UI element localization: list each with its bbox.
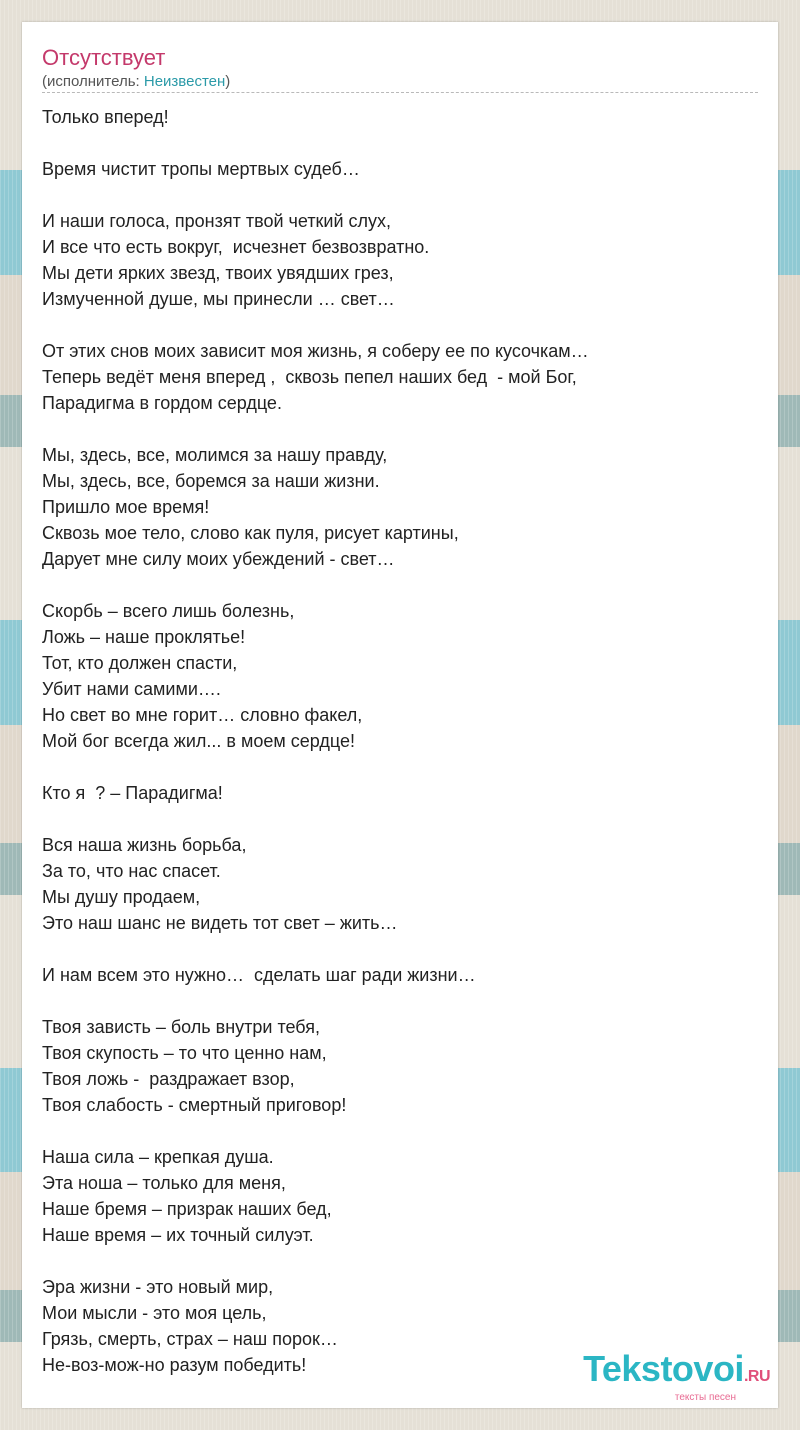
logo-wordmark	[583, 1348, 770, 1394]
lyric-line: Мы душу продаем,	[42, 887, 201, 907]
lyric-line: Кто я ? – Парадигма!	[42, 783, 223, 803]
lyric-line: Не-воз-мож-но разум победить!	[42, 1355, 307, 1375]
lyric-line: Измученной душе, мы принесли … свет…	[42, 289, 395, 309]
lyric-line: За то, что нас спасет.	[42, 861, 221, 881]
lyric-line: Эра жизни - это новый мир,	[42, 1277, 274, 1297]
lyric-line: Твоя ложь - раздражает взор,	[42, 1069, 295, 1089]
lyric-line: Скорбь – всего лишь болезнь,	[42, 601, 295, 621]
lyric-line	[42, 312, 758, 338]
lyric-line: Твоя слабость - смертный приговор!	[42, 1095, 347, 1115]
lyric-line	[42, 806, 758, 832]
lyrics-card	[22, 22, 778, 1408]
lyric-line: Дарует мне силу моих убеждений - свет…	[42, 549, 395, 569]
lyric-line: Мы, здесь, все, боремся за наши жизни.	[42, 471, 380, 491]
lyric-line: Но свет во мне горит… словно факел,	[42, 705, 363, 725]
logo-tagline: тексты песен	[674, 1392, 736, 1403]
lyric-line: Мой бог всегда жил... в моем сердце!	[42, 731, 355, 751]
lyrics-text	[42, 104, 758, 1378]
performer-suffix: )	[225, 73, 231, 90]
lyric-line: Сквозь мое тело, слово как пуля, рисует картины,	[42, 523, 459, 543]
lyric-line	[42, 1118, 758, 1144]
lyric-line	[42, 182, 758, 208]
lyric-line: Мы, здесь, все, молимся за нашу правду,	[42, 445, 388, 465]
lyric-line: Вся наша жизнь борьба,	[42, 835, 247, 855]
lyric-line: Парадигма в гордом сердце.	[42, 393, 282, 413]
lyric-line	[42, 130, 758, 156]
lyric-line	[42, 416, 758, 442]
lyric-line: Ложь – наше проклятье!	[42, 627, 246, 647]
lyric-line: Теперь ведёт меня вперед , сквозь пепел наших бед - мой Бог,	[42, 367, 577, 387]
lyric-line: И наши голоса, пронзят твой четкий слух,	[42, 211, 392, 231]
lyric-line: Грязь, смерть, страх – наш порок…	[42, 1329, 338, 1349]
lyric-line: Твоя скупость – то что ценно нам,	[42, 1043, 327, 1063]
lyric-line: Эта ноша – только для меня,	[42, 1173, 286, 1193]
header-divider	[42, 92, 758, 93]
lyric-line	[42, 572, 758, 598]
lyric-line: Наше бремя – призрак наших бед,	[42, 1199, 332, 1219]
lyric-line: Только вперед!	[42, 107, 169, 127]
lyric-line: И все что есть вокруг, исчезнет безвозвратно.	[42, 237, 430, 257]
lyric-line: Наша сила – крепкая душа.	[42, 1147, 274, 1167]
lyric-line: Это наш шанс не видеть тот свет – жить…	[42, 913, 398, 933]
lyric-line: От этих снов моих зависит моя жизнь, я соберу ее по кусочкам…	[42, 341, 589, 361]
logo-brand: Tekstovoi	[583, 1348, 744, 1389]
lyric-line: Тот, кто должен спасти,	[42, 653, 238, 673]
site-logo[interactable]	[583, 1348, 770, 1404]
lyric-line	[42, 936, 758, 962]
lyric-line	[42, 988, 758, 1014]
lyric-line	[42, 754, 758, 780]
lyric-line: Время чистит тропы мертвых судеб…	[42, 159, 360, 179]
lyric-line: Убит нами самими….	[42, 679, 221, 699]
lyric-line: Мы дети ярких звезд, твоих увядших грез,	[42, 263, 394, 283]
lyric-line: Пришло мое время!	[42, 497, 210, 517]
lyric-line: Мои мысли - это моя цель,	[42, 1303, 267, 1323]
lyric-line: И нам всем это нужно… сделать шаг ради жизни…	[42, 965, 476, 985]
logo-tld: .RU	[743, 1368, 770, 1385]
performer-prefix: (исполнитель:	[42, 73, 144, 90]
lyric-line: Твоя зависть – боль внутри тебя,	[42, 1017, 320, 1037]
song-title: Отсутствует	[42, 45, 166, 70]
artist-link[interactable]: Неизвестен	[143, 73, 226, 90]
lyric-line: Наше время – их точный силуэт.	[42, 1225, 314, 1245]
performer-line	[42, 73, 230, 91]
lyric-line	[42, 1248, 758, 1274]
